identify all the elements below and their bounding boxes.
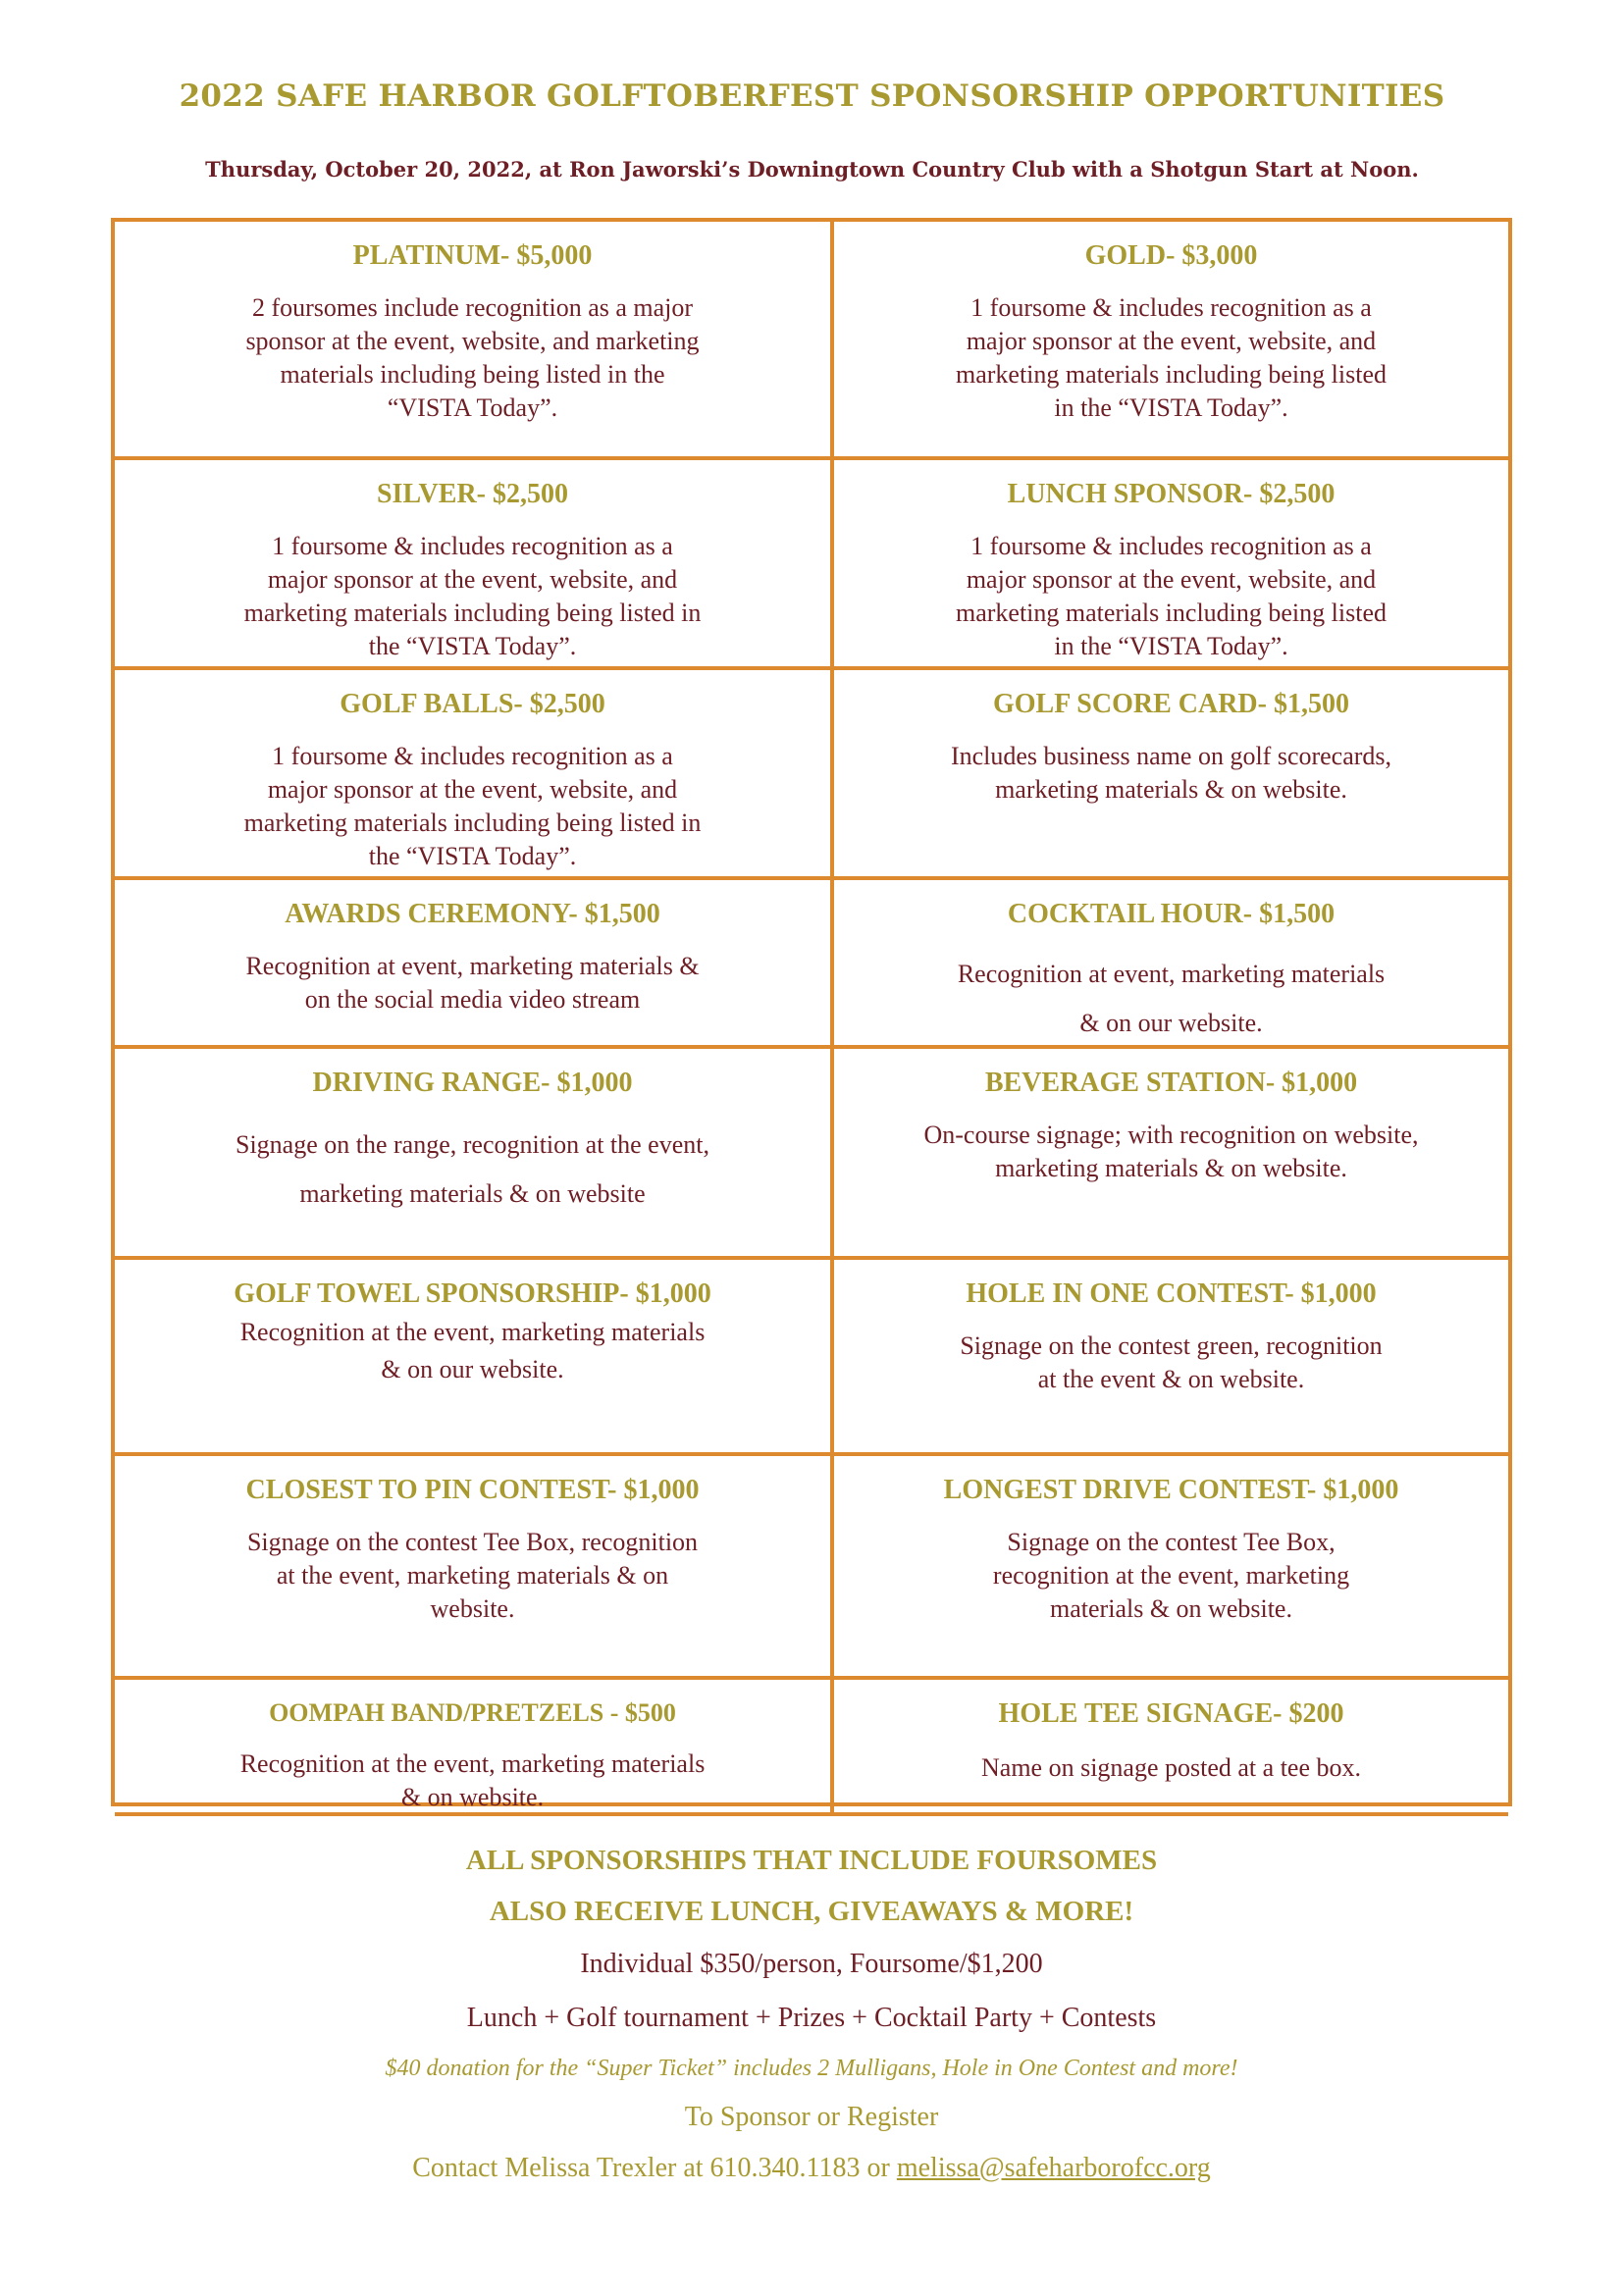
sponsor-cell-awards-ceremony — [115, 880, 830, 1045]
sponsor-desc-line: marketing materials including being listed in — [243, 808, 702, 837]
sponsor-desc-line: major sponsor at the event, website, and — [966, 564, 1377, 594]
contact-line — [115, 2143, 1508, 2194]
sponsor-desc-line: 1 foursome & includes recognition as a — [272, 531, 673, 560]
sponsor-title: HOLE IN ONE CONTEST- $1,000 — [966, 1278, 1377, 1309]
sponsor-cell-silver — [115, 460, 830, 666]
sponsor-desc-line: Name on signage posted at a tee box. — [981, 1752, 1361, 1782]
sponsor-title: PLATINUM- $5,000 — [352, 240, 593, 271]
sponsor-title: CLOSEST TO PIN CONTEST- $1,000 — [245, 1475, 700, 1505]
sponsor-desc-line: Recognition at event, marketing materials & — [245, 951, 700, 980]
sponsor-desc-line: 1 foursome & includes recognition as a — [272, 741, 673, 770]
sponsor-desc-line: at the event, marketing materials & on — [276, 1560, 669, 1590]
sponsor-cell-cocktail-hour — [834, 880, 1508, 1045]
super-ticket-text: $40 donation for the “Super Ticket” includes 2 Mulligans, Hole in One Contest and more! — [385, 2056, 1238, 2081]
sponsor-desc-line: website. — [430, 1593, 515, 1623]
sponsor-desc-line: in the “VISTA Today”. — [1054, 631, 1288, 660]
sponsor-cell-score-card — [834, 670, 1508, 876]
sponsor-cell-oompah-band — [115, 1680, 830, 1812]
sponsor-desc-line: & on our website. — [381, 1354, 564, 1383]
sponsor-title: BEVERAGE STATION- $1,000 — [984, 1068, 1358, 1098]
sponsor-title: GOLF SCORE CARD- $1,500 — [993, 689, 1349, 719]
pricing-text: Individual $350/person, Foursome/$1,200 — [580, 1949, 1043, 1979]
page-title: 2022 SAFE HARBOR GOLFTOBERFEST SPONSORSHIP OPPORTUNITIES — [179, 78, 1445, 114]
sponsor-desc-line: marketing materials including being listed in — [243, 598, 702, 627]
sponsor-cell-lunch — [834, 460, 1508, 666]
sponsor-cell-closest-to-pin — [115, 1456, 830, 1676]
register-cta: To Sponsor or Register — [684, 2102, 939, 2132]
sponsor-desc-line: on the social media video stream — [304, 984, 641, 1014]
includes-text: Lunch + Golf tournament + Prizes + Cocktail Party + Contests — [466, 2003, 1157, 2033]
sponsor-desc-line: 2 foursomes include recognition as a major — [251, 292, 694, 322]
sponsor-desc-line: the “VISTA Today”. — [368, 841, 577, 870]
sponsor-desc-line: marketing materials & on website. — [995, 1153, 1347, 1182]
sponsor-desc-line: Signage on the contest Tee Box, recognition — [246, 1527, 699, 1556]
contact-email-link[interactable]: melissa@safeharborofcc.org — [896, 2153, 1211, 2183]
sponsor-cell-driving-range — [115, 1049, 830, 1256]
sponsor-desc-line: & on our website. — [1079, 1008, 1263, 1037]
foursome-heading-line-1: ALL SPONSORSHIPS THAT INCLUDE FOURSOMES — [465, 1845, 1158, 1876]
sponsor-title: AWARDS CEREMONY- $1,500 — [285, 899, 660, 929]
event-date-subtitle: Thursday, October 20, 2022, at Ron Jaworski’s Downingtown Country Club with a Shotgun Start at Noon. — [205, 157, 1419, 182]
sponsor-desc-line: Signage on the range, recognition at the event, — [235, 1129, 709, 1159]
sponsor-desc-line: at the event & on website. — [1037, 1364, 1305, 1393]
sponsor-cell-golf-balls — [115, 670, 830, 876]
sponsor-desc-line: in the “VISTA Today”. — [1054, 392, 1288, 422]
contact-prefix: Contact Melissa Trexler at 610.340.1183 or — [412, 2153, 890, 2183]
sponsor-cell-gold — [834, 222, 1508, 456]
sponsorship-grid — [111, 218, 1512, 2183]
sponsor-title: DRIVING RANGE- $1,000 — [312, 1068, 633, 1098]
sponsor-desc-line: Recognition at the event, marketing materials — [239, 1748, 706, 1778]
sponsor-cell-beverage-station — [834, 1049, 1508, 1256]
foursome-heading-line-2: ALSO RECEIVE LUNCH, GIVEAWAYS & MORE! — [489, 1896, 1134, 1927]
sponsor-title: HOLE TEE SIGNAGE- $200 — [998, 1698, 1344, 1729]
sponsor-title: SILVER- $2,500 — [376, 479, 568, 509]
sponsor-desc-line: sponsor at the event, website, and marketing — [245, 326, 700, 355]
sponsor-title: LUNCH SPONSOR- $2,500 — [1007, 479, 1336, 509]
sponsor-desc-line: marketing materials & on website — [299, 1178, 646, 1208]
sponsor-desc-line: materials including being listed in the — [280, 359, 665, 389]
sponsor-title: GOLF TOWEL SPONSORSHIP- $1,000 — [234, 1278, 711, 1309]
sponsor-cell-hole-in-one — [834, 1260, 1508, 1452]
sponsor-title: GOLD- $3,000 — [1084, 240, 1258, 271]
sponsor-desc-line: Includes business name on golf scorecards, — [950, 741, 1392, 770]
sponsor-desc-line: major sponsor at the event, website, and — [267, 564, 678, 594]
sponsor-cell-platinum — [115, 222, 830, 456]
sponsor-cell-golf-towel — [115, 1260, 830, 1452]
sponsor-desc-line: major sponsor at the event, website, and — [267, 774, 678, 804]
sponsor-title: OOMPAH BAND/PRETZELS - $500 — [269, 1698, 676, 1727]
sponsor-cell-longest-drive — [834, 1456, 1508, 1676]
sponsor-desc-line: marketing materials & on website. — [995, 774, 1347, 804]
sponsor-desc-line: Signage on the contest Tee Box, — [1007, 1527, 1336, 1556]
sponsor-cell-hole-tee-signage — [834, 1680, 1508, 1812]
sponsor-desc-line: marketing materials including being listed — [955, 598, 1387, 627]
sponsor-desc-line: major sponsor at the event, website, and — [966, 326, 1377, 355]
sponsor-desc-line: 1 foursome & includes recognition as a — [970, 531, 1372, 560]
sponsor-desc-line: & on website. — [400, 1782, 545, 1811]
sponsor-desc-line: recognition at the event, marketing — [992, 1560, 1350, 1590]
sponsor-desc-line: “VISTA Today”. — [387, 392, 558, 422]
sponsor-desc-line: the “VISTA Today”. — [368, 631, 577, 660]
sponsor-title: LONGEST DRIVE CONTEST- $1,000 — [943, 1475, 1399, 1505]
sponsor-title: COCKTAIL HOUR- $1,500 — [1007, 899, 1336, 929]
sponsor-desc-line: Recognition at the event, marketing materials — [239, 1317, 706, 1346]
sponsor-desc-line: materials & on website. — [1050, 1593, 1292, 1623]
sponsor-desc-line: marketing materials including being listed — [955, 359, 1387, 389]
sponsor-title: GOLF BALLS- $2,500 — [340, 689, 605, 719]
footer-info — [115, 1835, 1508, 2194]
sponsor-desc-line: Signage on the contest green, recognition — [960, 1330, 1383, 1360]
sponsor-desc-line: 1 foursome & includes recognition as a — [970, 292, 1372, 322]
sponsor-desc-line: Recognition at event, marketing materials — [957, 959, 1386, 988]
sponsor-desc-line: On-course signage; with recognition on website, — [923, 1120, 1419, 1149]
